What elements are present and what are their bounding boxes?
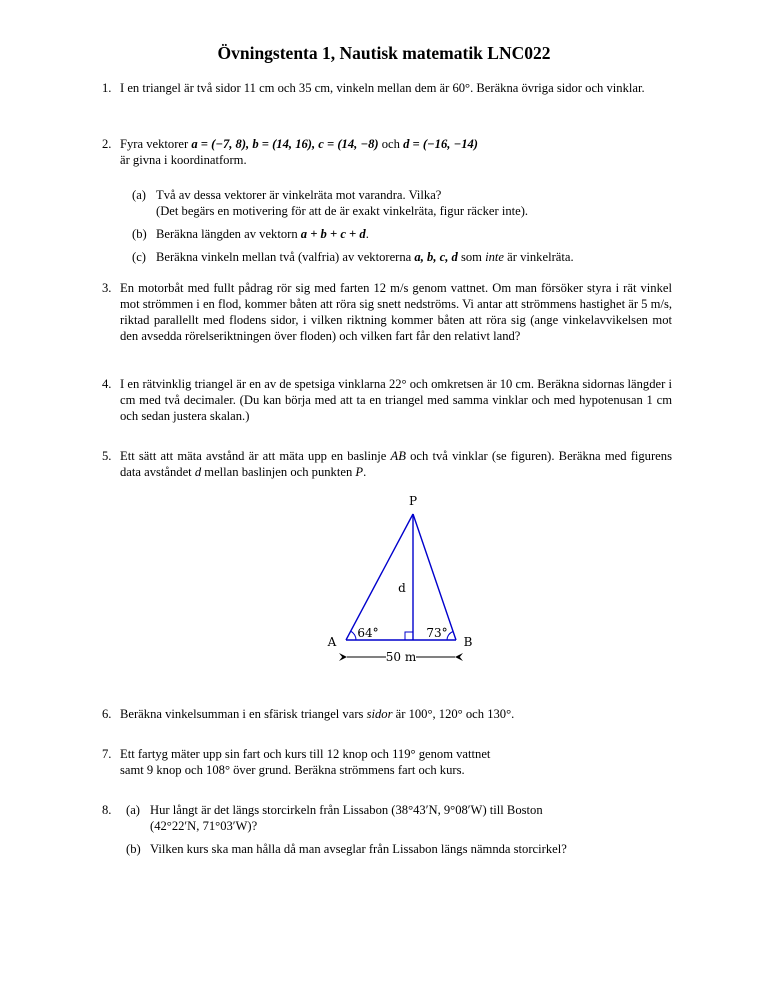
problem-5 [102,448,672,480]
label-a: A [327,635,337,649]
label-angle-b: 73° [426,626,448,640]
problem-text-line1: Ett fartyg mäter upp sin fart och kurs till 12 knop och 119° genom vattnet [120,747,491,761]
problem-intro-line2: är givna i koordinatform. [120,153,247,167]
label-p: P [408,494,418,508]
subquestion-a [126,802,672,834]
sub-text-end: är vinkelräta. [507,250,574,264]
problem-text [120,706,672,722]
problem-text: En motorbåt med fullt pådrag rör sig med farten 12 m/s genom vattnet. Om man försöker styra i rät vinkel mot strömmen i en flod, kommer båten att röra sig snett nedströms. Vi antar att strömmens hastighet är 5 m/s, riktad parallellt med flodens sidor, i vilken riktning kommer båten att röra sig (ange vinkelavvikelsen mot den avsedda rörelseriktningen över floden) och vilken fart får den relativt land? [120,281,672,343]
problem-number: 7. [102,747,112,761]
math-p: P [355,465,364,479]
sub-label: (b) [132,227,147,241]
subquestion-b [132,226,672,242]
page-title: Övningstenta 1, Nautisk matematik LNC022 [217,43,551,63]
label-d: d [398,581,406,595]
intro-text: Fyra vektorer [120,137,189,151]
sub-text: Två av dessa vektorer är vinkelräta mot varandra. Vilka? [156,188,442,202]
sub-text-mid: som [460,250,482,264]
problem-7 [102,746,672,778]
vector-b: b = (14, 16), [252,137,316,151]
emphasis: sidor [366,707,393,721]
problem-6 [102,706,672,722]
period: . [365,227,369,241]
sub-text: Beräkna längden av vektorn [156,227,298,241]
conjunction: och [381,137,400,151]
problem-number: 5. [102,449,112,463]
vector-sum: a + b + c + d [300,227,366,241]
sub-text: Hur långt är det längs storcirkeln från Lissabon (38°43′N, 9°08′W) till Boston [150,803,543,817]
triangle-lines [346,514,456,640]
math-ab: AB [390,449,406,463]
label-b: B [463,635,473,649]
problem-number: 3. [102,281,112,295]
sub-label: (a) [126,803,140,817]
vector-d: d = (−16, −14) [403,137,478,151]
problem-number: 4. [102,377,112,391]
sub-text: Vilken kurs ska man hålla då man avseglar från Lissabon längs nämnda storcirkel? [150,842,567,856]
vector-a: a = (−7, 8), [191,137,250,151]
problem-number: 6. [102,707,112,721]
sub-label: (a) [132,188,146,202]
sub-text-note: (Det begärs en motivering för att de är exakt vinkelräta, figur räcker inte). [156,204,529,218]
problem-4 [102,376,672,424]
label-angle-a: 64° [357,626,379,640]
period: . [363,465,367,479]
problem-8 [102,802,672,857]
subquestion-b [126,841,672,857]
math-d: d [194,465,202,479]
angle-arc-a [350,631,356,640]
text-part: och två vinklar (se figuren). Beräkna med figurens data avståndet [120,449,672,479]
side-ap [346,514,413,640]
problem-number: 2. [102,137,112,151]
subquestion-c [132,249,672,265]
vector-c: c = (14, −8) [318,137,379,151]
problem-1 [102,80,672,96]
problem-2 [102,136,672,265]
vector-list: a, b, c, d [414,250,458,264]
problem-3 [102,280,672,344]
subquestion-a [132,187,672,219]
label-base-length: 50 m [385,650,417,664]
triangle-svg [320,494,480,666]
problem-number: 8. [102,803,112,817]
problem-intro-line [120,136,672,152]
problem-text: I en triangel är två sidor 11 cm och 35 cm, vinkeln mellan dem är 60°. Beräkna övriga sidor och vinklar. [120,81,645,95]
triangle-figure [320,494,480,666]
problem-text-line2: samt 9 knop och 108° över grund. Beräkna strömmens fart och kurs. [120,763,465,777]
right-angle-mark [405,632,413,640]
angle-arc-b [447,632,453,641]
emphasis: inte [485,250,504,264]
sub-label: (b) [126,842,141,856]
side-bp [413,514,456,640]
sub-label: (c) [132,250,146,264]
text-part: mellan baslinjen och punkten [204,465,353,479]
problem-text: I en rätvinklig triangel är en av de spetsiga vinklarna 22° och omkretsen är 10 cm. Beräkna sidornas längder i cm med två decimaler. (Du kan börja med att ta en triangel med samma vinklar och med hypotenusan 1 cm och sedan justera skalan.) [120,377,672,423]
sub-text-cont: (42°22′N, 71°03′W)? [150,819,258,833]
problem-number: 1. [102,81,112,95]
problem-text [120,448,672,480]
text-part: är 100°, 120° och 130°. [395,707,515,721]
text-part: Beräkna vinkelsumman i en sfärisk triangel vars [120,707,364,721]
text-part: Ett sätt att mäta avstånd är att mäta upp en baslinje [120,449,387,463]
sub-text: Beräkna vinkeln mellan två (valfria) av vektorerna [156,250,412,264]
